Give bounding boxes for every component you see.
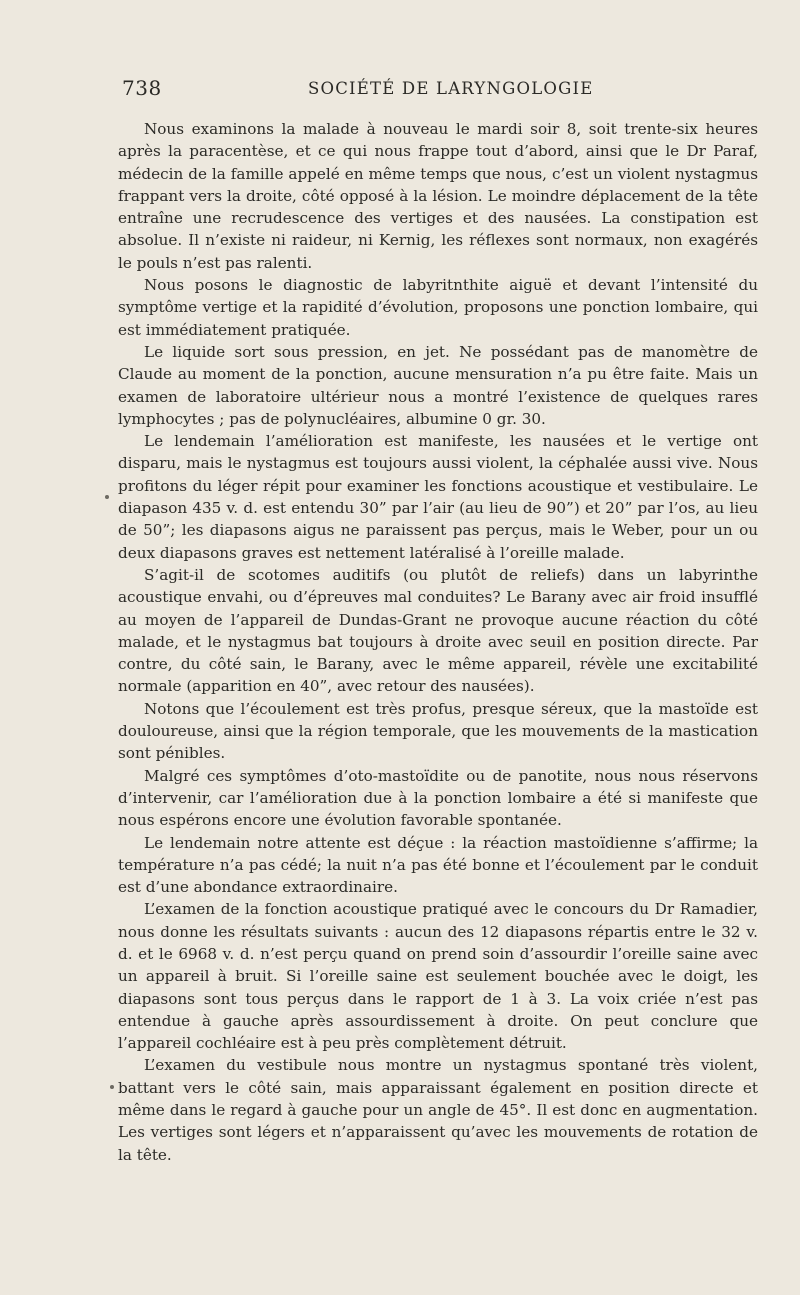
paragraph: Notons que l’écoulement est très profus, presque séreux, que la mastoïde est douloureuse, ainsi que la région temporale, que les mouvements de la mastication sont pénibles. — [118, 699, 758, 763]
paragraph: S’agit-il de scotomes auditifs (ou plutôt de reliefs) dans un labyrinthe acoustique envahi, ou d’épreuves mal conduites? Le Barany avec air froid insufflé au moyen de l’appareil de Dundas-Grant ne provoque aucune réaction du côté malade, et le nystagmus bat toujours à droite avec seuil en position directe. Par contre, du côté sain, le Barany, avec le même appareil, révèle une excitabilité normale (apparition en 40”, avec retour des nausées). — [118, 565, 758, 696]
margin-speck — [110, 1085, 114, 1089]
paragraph: Nous posons le diagnostic de labyritnthite aiguë et devant l’intensité du symptôme vertige et la rapidité d’évolution, proposons une ponction lombaire, qui est immédiatement pratiquée. — [118, 276, 758, 339]
body-text — [118, 118, 758, 1166]
paragraph: Le lendemain l’amélioration est manifeste, les nausées et le vertige ont disparu, mais le nystagmus est toujours aussi violent, la céphalée aussi vive. Nous profitons du léger répit pour examiner les fonctions acoustique et vestibulaire. Le diapason 435 v. d. est entendu 30” par l’air (au lieu de 90”) et 20” par l’os, au lieu de 50”; les diapasons aigus ne paraissent pas perçus, mais le Weber, pour un ou deux diapasons graves est nettement latéralisé à l’oreille malade. — [118, 432, 758, 562]
running-head: SOCIÉTÉ DE LARYNGOLOGIE — [308, 79, 594, 98]
paragraph: Le liquide sort sous pression, en jet. Ne possédant pas de manomètre de Claude au moment de la ponction, aucune mensuration n’a pu être faite. Mais un examen de laboratoire ultérieur nous a montré l’existence de quelques rares lymphocytes ; pas de polynucléaires, albumine 0 gr. 30. — [118, 342, 758, 428]
paragraph: L’examen du vestibule nous montre un nystagmus spontané très violent, battant vers le côté sain, mais apparaissant également en position directe et même dans le regard à gauche pour un angle de 45°. Il est donc en augmentation. Les vertiges sont légers et n’apparaissent qu’avec les mouvements de rotation de la tête. — [118, 1056, 758, 1164]
paragraph: Nous examinons la malade à nouveau le mardi soir 8, soit trente-six heures après la paracentèse, et ce qui nous frappe tout d’abord, ainsi que le Dr Paraf, médecin de la famille appelé en même temps que nous, c’est un violent nystagmus frappant vers la droite, côté opposé à la lésion. Le moindre déplacement de la tête entraîne une recrudescence des vertiges et des nausées. La constipation est absolue. Il n’existe ni raideur, ni Kernig, les réflexes sont normaux, non exagérés le pouls n’est pas ralenti. — [118, 120, 758, 272]
page-header — [120, 76, 680, 102]
margin-speck — [105, 495, 109, 499]
paragraph: Le lendemain notre attente est déçue : la réaction mastoïdienne s’affirme; la température n’a pas cédé; la nuit n’a pas été bonne et l’écoulement par le conduit est d’une abondance extraordinaire. — [118, 833, 758, 897]
paragraph: L’examen de la fonction acoustique pratiqué avec le concours du Dr Ramadier, nous donne les résultats suivants : aucun des 12 diapasons répartis entre le 32 v. d. et le 6968 v. d. n’est perçu quand on prend soin d’assourdir l’oreille saine avec un appareil à bruit. Si l’oreille saine est seulement bouchée avec le doigt, les diapasons sont tous perçus dans le rapport de 1 à 3. La voix criée n’est pas entendue à gauche après assourdissement à droite. On peut conclure que l’appareil cochléaire est à peu près complètement détruit. — [118, 900, 758, 1053]
page-number: 738 — [122, 76, 162, 100]
paragraph: Malgré ces symptômes d’oto-mastoïdite ou de panotite, nous nous réservons d’intervenir, car l’amélioration due à la ponction lombaire a été si manifeste que nous espérons encore une évolution favorable spontanée. — [118, 766, 758, 830]
